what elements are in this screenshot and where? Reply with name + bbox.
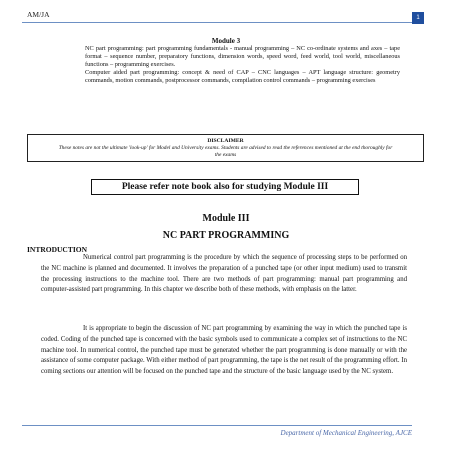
disclaimer-box [27,134,424,162]
syllabus-title: Module 3 [211,37,241,45]
disclaimer-body: These notes are not the ultimate 'look-up' for Model and University exams. Students are advised to read the references mentioned at the end thoroughly for the exams [58,145,393,158]
footer-divider [22,425,412,426]
notice-box: Please refer note book also for studying Module III [91,179,359,195]
syllabus-text-2: Computer aided part programming: concept & need of CAP – CNC languages – APT language structure: geometry commands, motion commands, postprocessor commands, compilation control commands – programming exercises [85,69,400,84]
header-divider [22,22,412,23]
paragraph-2: It is appropriate to begin the discussion of NC part programming by examining the way in which the punched tape is coded. Coding of the punched tape is concerned with the basic symbols used to communicate a complex set of instructions to the NC machine tool. In numerical control, the punched tape must be generated whether the part programming is done manually or with the assistance of some computer package. With either method of part programming, the tape is the net result of the programming effort. In coming sections our attention will be focused on the punched tape and the structure of the basic language used by the NC system. [41,325,407,376]
syllabus-block [85,45,400,85]
disclaimer-title: DISCLAIMER [207,138,244,144]
chapter-heading: NC PART PROGRAMMING [162,230,290,241]
module-heading: Module III [202,213,250,224]
section-heading: INTRODUCTION [27,245,88,254]
footer-department: Department of Mechanical Engineering, AJCE [280,429,412,437]
syllabus-text-1: NC part programming: part programming fundamentals - manual programming – NC co-ordinate systems and axes – tape format – sequence number, preparatory functions, dimension words, speed word, feed world, tool world, miscellaneous functions – programming exercises. [85,45,400,68]
header-author: AM/JA [27,10,50,19]
paragraph-1: Numerical control part programming is the procedure by which the sequence of processing steps to be performed on the NC machine is planned and documented. It involves the preparation of a punched tape (or other input medium) used to transmit the processing instructions to the machine tool. There are two methods of part programming: manual part programming and computer-assisted part programming. In this chapter we describe both of these methods, with emphasis on the latter. [41,254,407,294]
page-number-badge: 1 [412,12,424,24]
